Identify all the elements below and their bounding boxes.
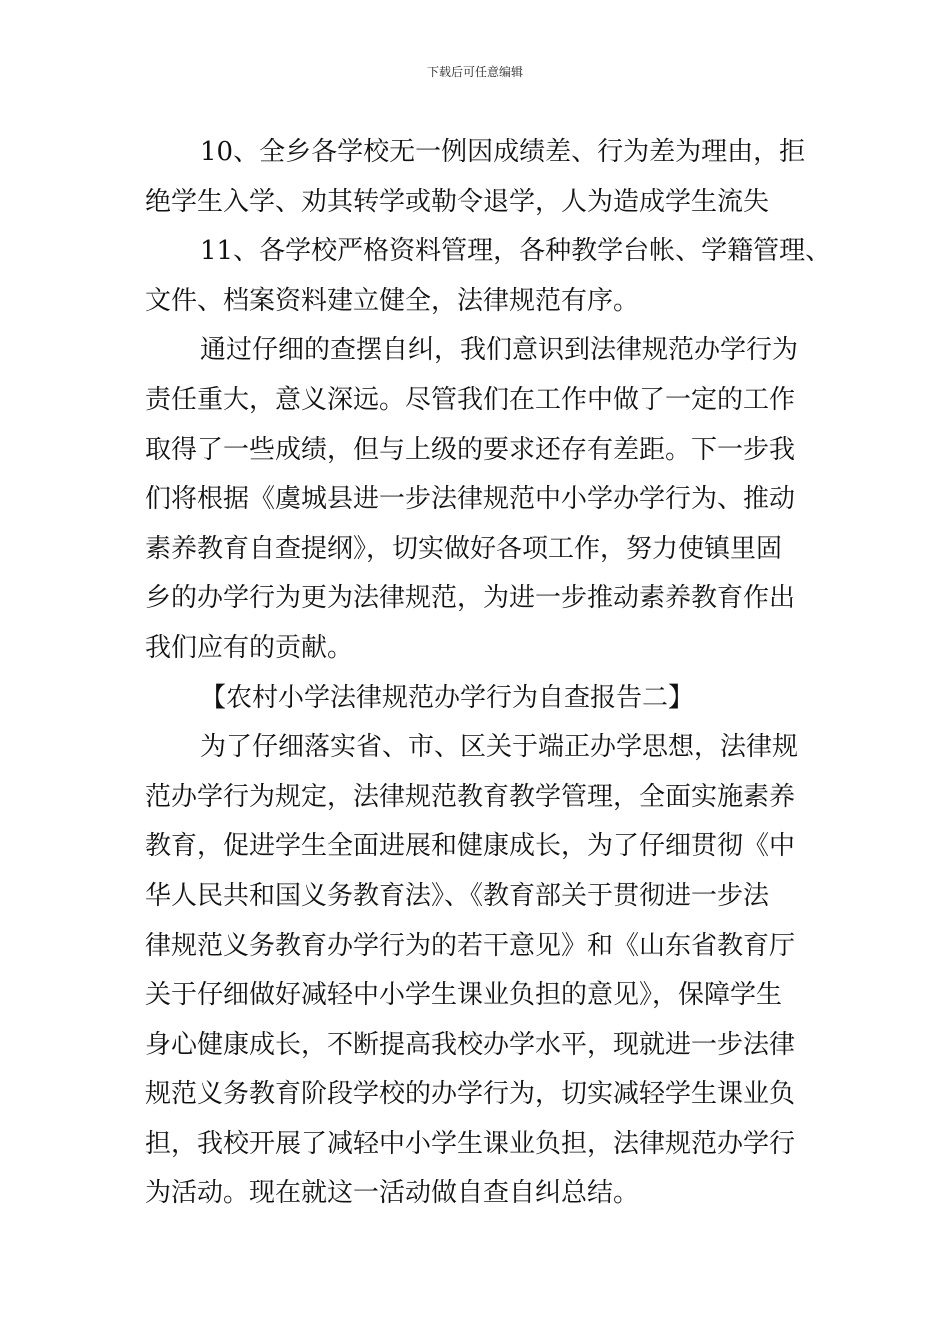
text-line: 华人民共和国义务教育法》、《教育部关于贯彻进一步法 [145,880,770,911]
text-line: 教育，促进学生全面进展和健康成长，为了仔细贯彻《中 [145,831,796,862]
text-line: 10、全乡各学校无一例因成绩差、行为差为理由，拒 [200,137,806,167]
page-header: 下载后可任意编辑 [426,65,523,79]
text-line: 为了仔细落实省、市、区关于端正办学思想，法律规 [200,732,799,763]
text-line: 关于仔细做好减轻中小学生课业负担的意见》，保障学生 [145,980,783,1011]
document-body [145,128,832,1219]
text-line: 担，我校开展了减轻中小学生课业负担，法律规范办学行 [145,1128,796,1159]
text-line: 乡的办学行为更为法律规范，为进一步推动素养教育作出 [145,583,796,614]
text-line: 绝学生入学、劝其转学或勒令退学，人为造成学生流失 [145,186,770,217]
text-line: 们将根据《虞城县进一步法律规范中小学办学行为、推动 [145,484,796,515]
section-heading: 【农村小学法律规范办学行为自查报告二】 [200,682,695,713]
text-line: 规范义务教育阶段学校的办学行为，切实减轻学生课业负 [145,1079,796,1110]
text-line: 责任重大，意义深远。尽管我们在工作中做了一定的工作 [145,384,796,415]
text-line: 范办学行为规定，法律规范教育教学管理，全面实施素养 [145,781,796,812]
text-line: 取得了一些成绩，但与上级的要求还存有差距。下一步我 [145,434,796,465]
text-line: 通过仔细的查摆自纠，我们意识到法律规范办学行为 [200,335,799,366]
text-line: 我们应有的贡献。 [145,632,354,663]
text-line: 律规范义务教育办学行为的若干意见》和《山东省教育厅 [145,930,796,961]
text-line: 为活动。现在就这一活动做自查自纠总结。 [145,1178,640,1209]
text-line: 素养教育自查提纲》，切实做好各项工作，努力使镇里固 [145,533,783,564]
text-line: 身心健康成长，不断提高我校办学水平，现就进一步法律 [145,1029,796,1060]
text-line: 11、各学校严格资料管理，各种教学台帐、学籍管理、 [200,236,832,267]
text-line: 文件、档案资料建立健全，法律规范有序。 [145,285,640,316]
